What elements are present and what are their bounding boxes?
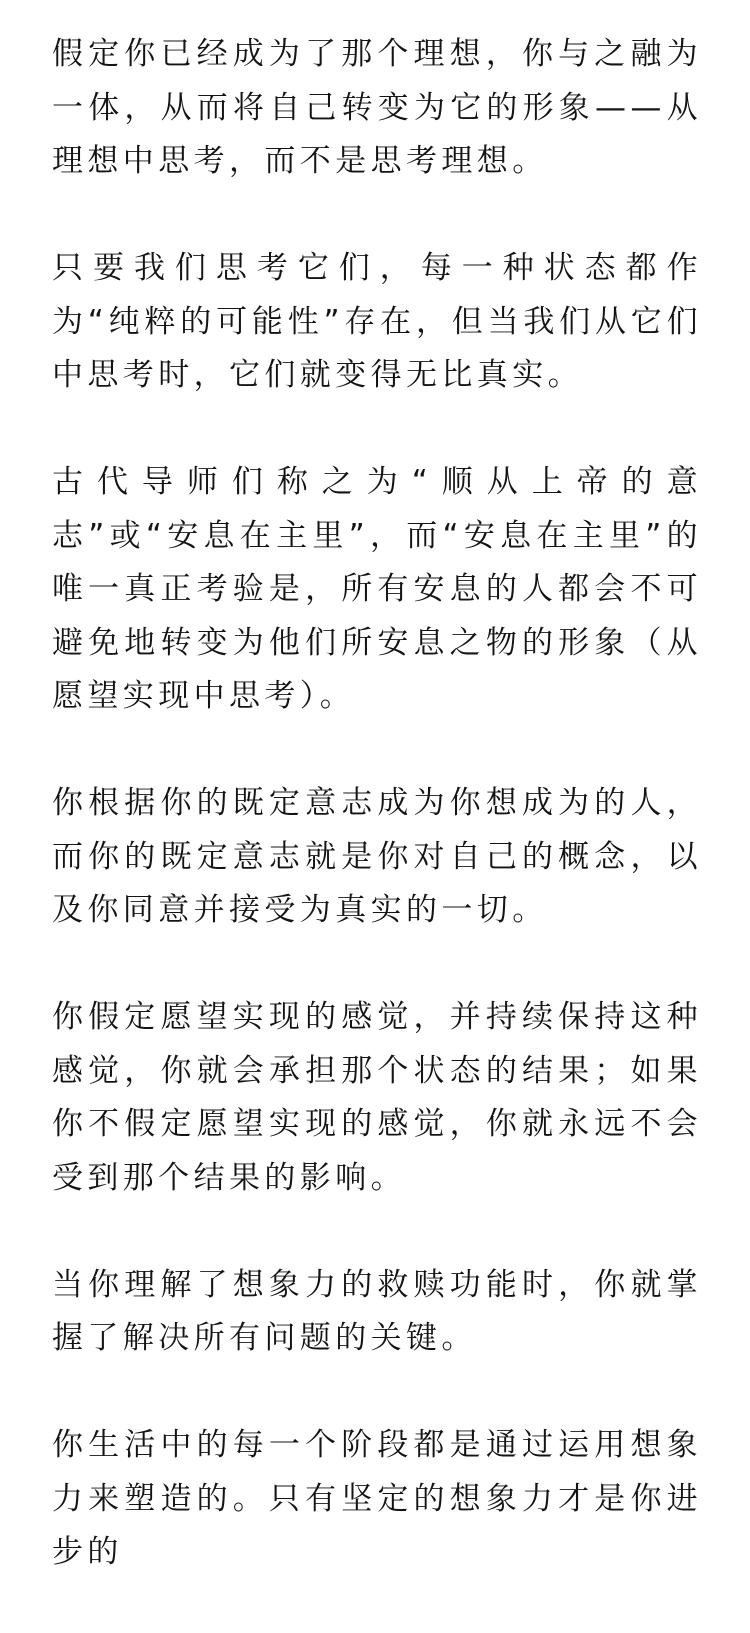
paragraph-7: 你生活中的每一个阶段都是通过运用想象力来塑造的。只有坚定的想象力才是你进步的	[52, 1427, 702, 1570]
paragraph-6: 当你理解了想象力的救赎功能时，你就掌握了解决所有问题的关键。	[52, 1266, 702, 1356]
paragraph-2: 只要我们思考它们，每一种状态都作为“纯粹的可能性”存在，但当我们从它们中思考时，它们就变得无比真实。	[52, 250, 702, 393]
paragraph-3: 古代导师们称之为“顺从上帝的意志”或“安息在主里”，而“安息在主里”的唯一真正考验是，所有安息的人都会不可避免地转变为他们所安息之物的形象（从愿望实现中思考）。	[52, 464, 702, 714]
paragraph-4: 你根据你的既定意志成为你想成为的人，而你的既定意志就是你对自己的概念，以及你同意并接受为真实的一切。	[52, 785, 702, 928]
paragraph-5: 你假定愿望实现的感觉，并持续保持这种感觉，你就会承担那个状态的结果；如果你不假定愿望实现的感觉，你就永远不会受到那个结果的影响。	[52, 999, 702, 1196]
paragraph-1: 假定你已经成为了那个理想，你与之融为一体，从而将自己转变为它的形象——从理想中思考，而不是思考理想。	[52, 36, 702, 179]
article-body	[52, 28, 702, 1633]
